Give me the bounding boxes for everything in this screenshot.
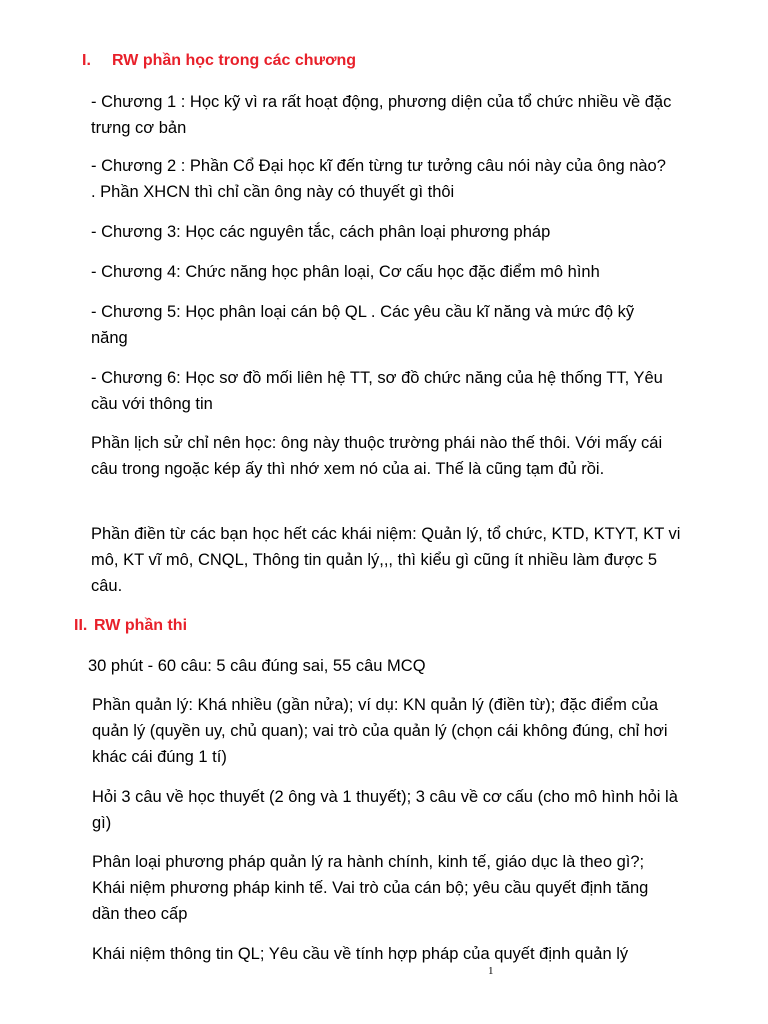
exam-paragraph-3: Phân loại phương pháp quản lý ra hành chính, kinh tế, giáo dục là theo gì?; Khái niệm phương pháp kinh tế. Vai trò của cán bộ; yêu cầu quyết định tăng dần theo cấp <box>92 853 649 923</box>
chapter-4-item: - Chương 4: Chức năng học phân loại, Cơ cấu học đặc điểm mô hình <box>91 263 600 281</box>
exam-paragraph-4: Khái niệm thông tin QL; Yêu cầu về tính hợp pháp của quyết định quản lý <box>92 945 629 963</box>
section-2-heading <box>74 615 187 637</box>
chapter-5-item: - Chương 5: Học phân loại cán bộ QL . Các yêu cầu kĩ năng và mức độ kỹ năng <box>91 303 635 347</box>
section-1-title: RW phần học trong các chương <box>112 52 357 69</box>
section-2-title: RW phần thi <box>94 617 188 634</box>
page-number: 1 <box>488 965 494 977</box>
exam-paragraph-2: Hỏi 3 câu về học thuyết (2 ông và 1 thuyết); 3 câu về cơ cấu (cho mô hình hỏi là gì) <box>92 788 678 832</box>
chapter-2-item: - Chương 2 : Phần Cổ Đại học kĩ đến từng tư tưởng câu nói này của ông nào? . Phần XHCN thì chỉ cần ông này có thuyết gì thôi <box>91 157 666 201</box>
section-2-number: II. <box>74 617 88 634</box>
history-note: Phần lịch sử chỉ nên học: ông này thuộc trường phái nào thế thôi. Với mấy cái câu trong ngoặc kép ấy thì nhớ xem nó của ai. Thế là cũng tạm đủ rồi. <box>91 434 663 478</box>
exam-format: 30 phút - 60 câu: 5 câu đúng sai, 55 câu MCQ <box>88 657 426 675</box>
chapter-3-item: - Chương 3: Học các nguyên tắc, cách phân loại phương pháp <box>91 223 551 241</box>
chapter-1-item: - Chương 1 : Học kỹ vì ra rất hoạt động, phương diện của tổ chức nhiều về đặc trưng cơ bản <box>91 93 672 137</box>
section-1-heading <box>82 50 356 72</box>
exam-paragraph-1: Phần quản lý: Khá nhiều (gần nửa); ví dụ: KN quản lý (điền từ); đặc điểm của quản lý (quyền uy, chủ quan); vai trò của quản lý (chọn cái không đúng, chỉ hơi khác cái đúng 1 tí) <box>92 696 668 766</box>
fill-in-note: Phần điền từ các bạn học hết các khái niệm: Quản lý, tổ chức, KTD, KTYT, KT vi mô, KT vĩ mô, CNQL, Thông tin quản lý,,, thì kiểu gì cũng ít nhiều làm được 5 câu. <box>91 525 681 595</box>
chapter-6-item: - Chương 6: Học sơ đồ mối liên hệ TT, sơ đồ chức năng của hệ thống TT, Yêu cầu với thông tin <box>91 369 663 413</box>
section-1-number: I. <box>82 52 91 69</box>
